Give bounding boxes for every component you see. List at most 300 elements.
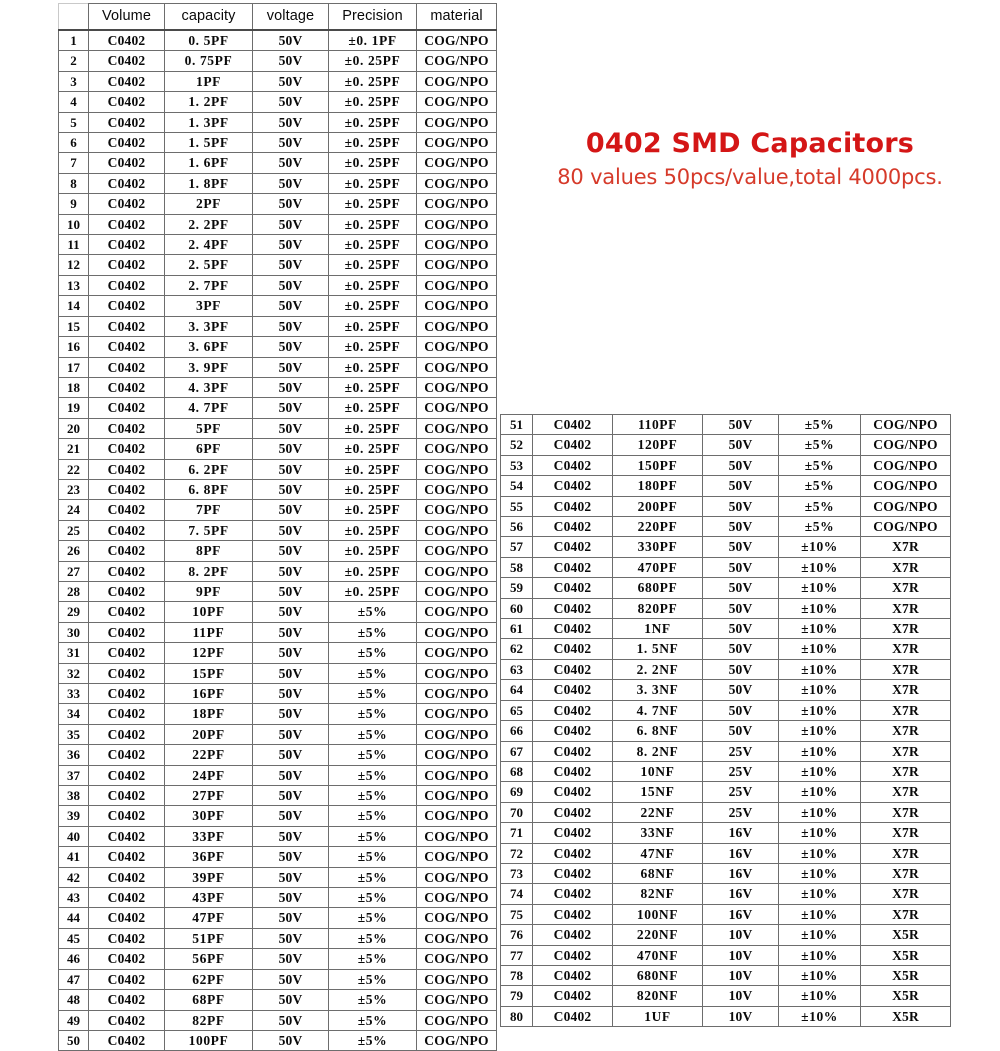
cell-index: 51: [501, 415, 533, 435]
table-row: [59, 826, 497, 846]
cell-capacity: 6. 8PF: [165, 479, 253, 499]
cell-voltage: 50V: [253, 561, 329, 581]
cell-volume: C0402: [89, 255, 165, 275]
cell-material: COG/NPO: [861, 496, 951, 516]
cell-index: 48: [59, 990, 89, 1010]
cell-volume: C0402: [533, 884, 613, 904]
cell-volume: C0402: [533, 863, 613, 883]
table-row: [59, 92, 497, 112]
table-row: [501, 578, 951, 598]
cell-material: COG/NPO: [417, 745, 497, 765]
cell-precision: ±0. 25PF: [329, 398, 417, 418]
column-header-volume: Volume: [89, 4, 165, 31]
cell-precision: ±5%: [779, 496, 861, 516]
cell-voltage: 50V: [253, 459, 329, 479]
cell-precision: ±0. 25PF: [329, 357, 417, 377]
cell-capacity: 4. 3PF: [165, 377, 253, 397]
table-row: [59, 337, 497, 357]
table-left-body: [59, 30, 497, 1051]
table-row: [501, 986, 951, 1006]
cell-index: 34: [59, 704, 89, 724]
cell-volume: C0402: [533, 659, 613, 679]
cell-volume: C0402: [533, 761, 613, 781]
cell-material: COG/NPO: [861, 455, 951, 475]
cell-voltage: 50V: [253, 541, 329, 561]
cell-capacity: 68NF: [613, 863, 703, 883]
cell-material: COG/NPO: [417, 337, 497, 357]
cell-voltage: 50V: [703, 476, 779, 496]
table-row: [59, 153, 497, 173]
cell-precision: ±10%: [779, 557, 861, 577]
cell-precision: ±0. 25PF: [329, 51, 417, 71]
cell-capacity: 1. 6PF: [165, 153, 253, 173]
cell-material: COG/NPO: [417, 112, 497, 132]
cell-capacity: 27PF: [165, 786, 253, 806]
cell-capacity: 7. 5PF: [165, 520, 253, 540]
cell-voltage: 50V: [253, 51, 329, 71]
cell-capacity: 1. 8PF: [165, 173, 253, 193]
cell-precision: ±10%: [779, 823, 861, 843]
cell-precision: ±10%: [779, 945, 861, 965]
cell-index: 28: [59, 581, 89, 601]
cell-precision: ±5%: [329, 847, 417, 867]
cell-precision: ±10%: [779, 639, 861, 659]
cell-precision: ±0. 25PF: [329, 459, 417, 479]
cell-volume: C0402: [533, 782, 613, 802]
cell-index: 62: [501, 639, 533, 659]
cell-precision: ±10%: [779, 680, 861, 700]
cell-volume: C0402: [89, 765, 165, 785]
cell-material: X7R: [861, 823, 951, 843]
table-row: [59, 275, 497, 295]
cell-index: 54: [501, 476, 533, 496]
cell-voltage: 50V: [253, 1030, 329, 1050]
cell-index: 22: [59, 459, 89, 479]
cell-voltage: 50V: [253, 439, 329, 459]
cell-precision: ±0. 25PF: [329, 112, 417, 132]
cell-volume: C0402: [533, 1006, 613, 1026]
cell-material: X5R: [861, 925, 951, 945]
cell-index: 16: [59, 337, 89, 357]
cell-index: 45: [59, 928, 89, 948]
cell-voltage: 25V: [703, 782, 779, 802]
cell-precision: ±10%: [779, 598, 861, 618]
table-row: [59, 520, 497, 540]
cell-material: X5R: [861, 986, 951, 1006]
cell-material: COG/NPO: [417, 561, 497, 581]
cell-index: 80: [501, 1006, 533, 1026]
cell-volume: C0402: [533, 619, 613, 639]
cell-material: COG/NPO: [417, 133, 497, 153]
table-row: [59, 30, 497, 51]
cell-index: 17: [59, 357, 89, 377]
cell-precision: ±5%: [329, 1030, 417, 1050]
cell-capacity: 1. 2PF: [165, 92, 253, 112]
cell-volume: C0402: [89, 439, 165, 459]
table-row: [59, 235, 497, 255]
cell-capacity: 82PF: [165, 1010, 253, 1030]
cell-material: X7R: [861, 619, 951, 639]
cell-index: 55: [501, 496, 533, 516]
table-row: [501, 496, 951, 516]
cell-capacity: 820PF: [613, 598, 703, 618]
cell-capacity: 24PF: [165, 765, 253, 785]
cell-voltage: 50V: [253, 479, 329, 499]
cell-capacity: 6. 8NF: [613, 721, 703, 741]
table-row: [59, 398, 497, 418]
cell-precision: ±10%: [779, 843, 861, 863]
cell-volume: C0402: [533, 578, 613, 598]
table-row: [59, 806, 497, 826]
cell-voltage: 50V: [253, 112, 329, 132]
cell-volume: C0402: [89, 92, 165, 112]
cell-index: 39: [59, 806, 89, 826]
cell-voltage: 50V: [253, 316, 329, 336]
cell-voltage: 50V: [703, 721, 779, 741]
cell-voltage: 50V: [253, 71, 329, 91]
cell-volume: C0402: [89, 684, 165, 704]
cell-volume: C0402: [89, 724, 165, 744]
cell-voltage: 50V: [253, 153, 329, 173]
cell-index: 9: [59, 194, 89, 214]
cell-precision: ±10%: [779, 578, 861, 598]
cell-index: 53: [501, 455, 533, 475]
cell-voltage: 50V: [253, 765, 329, 785]
cell-voltage: 50V: [253, 786, 329, 806]
cell-material: COG/NPO: [417, 71, 497, 91]
table-row: [501, 639, 951, 659]
cell-material: COG/NPO: [417, 194, 497, 214]
cell-volume: C0402: [89, 112, 165, 132]
cell-precision: ±5%: [329, 908, 417, 928]
cell-precision: ±5%: [329, 888, 417, 908]
cell-precision: ±10%: [779, 1006, 861, 1026]
cell-material: COG/NPO: [417, 949, 497, 969]
cell-material: COG/NPO: [417, 602, 497, 622]
cell-voltage: 50V: [703, 537, 779, 557]
cell-volume: C0402: [89, 173, 165, 193]
table-row: [501, 619, 951, 639]
cell-material: X5R: [861, 965, 951, 985]
table-row: [59, 949, 497, 969]
cell-precision: ±0. 25PF: [329, 418, 417, 438]
cell-voltage: 50V: [253, 235, 329, 255]
table-row: [501, 884, 951, 904]
table-row: [59, 439, 497, 459]
cell-voltage: 50V: [703, 598, 779, 618]
cell-index: 10: [59, 214, 89, 234]
cell-material: COG/NPO: [417, 357, 497, 377]
cell-volume: C0402: [533, 823, 613, 843]
cell-precision: ±0. 25PF: [329, 316, 417, 336]
cell-precision: ±0. 25PF: [329, 541, 417, 561]
cell-precision: ±5%: [329, 724, 417, 744]
cell-voltage: 50V: [253, 500, 329, 520]
column-header-index: [59, 4, 89, 31]
cell-volume: C0402: [89, 194, 165, 214]
cell-volume: C0402: [533, 680, 613, 700]
cell-voltage: 50V: [253, 357, 329, 377]
cell-precision: ±10%: [779, 537, 861, 557]
column-header-capacity: capacity: [165, 4, 253, 31]
cell-volume: C0402: [89, 908, 165, 928]
cell-voltage: 50V: [253, 173, 329, 193]
table-row: [501, 455, 951, 475]
table-row: [501, 476, 951, 496]
table-row: [59, 133, 497, 153]
cell-capacity: 470NF: [613, 945, 703, 965]
cell-material: COG/NPO: [417, 765, 497, 785]
cell-capacity: 51PF: [165, 928, 253, 948]
cell-index: 1: [59, 30, 89, 51]
cell-material: X7R: [861, 700, 951, 720]
cell-volume: C0402: [89, 51, 165, 71]
page-subtitle: 80 values 50pcs/value,total 4000pcs.: [557, 165, 943, 189]
cell-voltage: 25V: [703, 802, 779, 822]
cell-index: 3: [59, 71, 89, 91]
table-row: [59, 908, 497, 928]
cell-index: 27: [59, 561, 89, 581]
cell-index: 25: [59, 520, 89, 540]
cell-voltage: 50V: [253, 92, 329, 112]
cell-precision: ±0. 25PF: [329, 561, 417, 581]
cell-capacity: 8PF: [165, 541, 253, 561]
cell-precision: ±0. 25PF: [329, 275, 417, 295]
cell-index: 44: [59, 908, 89, 928]
cell-material: COG/NPO: [417, 214, 497, 234]
table-row: [59, 500, 497, 520]
cell-voltage: 50V: [253, 275, 329, 295]
cell-material: COG/NPO: [417, 377, 497, 397]
cell-capacity: 36PF: [165, 847, 253, 867]
cell-capacity: 47PF: [165, 908, 253, 928]
cell-material: COG/NPO: [417, 888, 497, 908]
table-row: [59, 316, 497, 336]
cell-volume: C0402: [89, 235, 165, 255]
cell-capacity: 22PF: [165, 745, 253, 765]
table-row: [501, 945, 951, 965]
cell-index: 64: [501, 680, 533, 700]
cell-precision: ±5%: [779, 435, 861, 455]
cell-volume: C0402: [89, 479, 165, 499]
cell-index: 8: [59, 173, 89, 193]
cell-capacity: 18PF: [165, 704, 253, 724]
cell-volume: C0402: [533, 945, 613, 965]
cell-precision: ±10%: [779, 741, 861, 761]
cell-precision: ±5%: [329, 663, 417, 683]
cell-index: 63: [501, 659, 533, 679]
cell-material: X7R: [861, 721, 951, 741]
cell-volume: C0402: [89, 745, 165, 765]
cell-material: X7R: [861, 741, 951, 761]
cell-precision: ±0. 25PF: [329, 235, 417, 255]
cell-precision: ±5%: [329, 806, 417, 826]
cell-volume: C0402: [533, 802, 613, 822]
cell-material: X5R: [861, 1006, 951, 1026]
cell-material: COG/NPO: [417, 806, 497, 826]
cell-precision: ±10%: [779, 863, 861, 883]
cell-precision: ±0. 25PF: [329, 337, 417, 357]
cell-capacity: 8. 2NF: [613, 741, 703, 761]
cell-capacity: 9PF: [165, 581, 253, 601]
table-right-body: [501, 415, 951, 1027]
page-title: 0402 SMD Capacitors: [585, 128, 915, 159]
cell-volume: C0402: [89, 969, 165, 989]
cell-index: 12: [59, 255, 89, 275]
cell-volume: C0402: [89, 459, 165, 479]
cell-capacity: 330PF: [613, 537, 703, 557]
cell-precision: ±0. 25PF: [329, 479, 417, 499]
cell-volume: C0402: [89, 990, 165, 1010]
cell-capacity: 1. 3PF: [165, 112, 253, 132]
cell-material: X5R: [861, 945, 951, 965]
cell-capacity: 3PF: [165, 296, 253, 316]
table-row: [501, 537, 951, 557]
cell-capacity: 47NF: [613, 843, 703, 863]
cell-index: 4: [59, 92, 89, 112]
cell-voltage: 16V: [703, 884, 779, 904]
table-row: [59, 663, 497, 683]
cell-voltage: 50V: [703, 496, 779, 516]
cell-voltage: 25V: [703, 761, 779, 781]
cell-capacity: 470PF: [613, 557, 703, 577]
cell-material: COG/NPO: [417, 51, 497, 71]
cell-volume: C0402: [533, 496, 613, 516]
column-header-voltage: voltage: [253, 4, 329, 31]
table-row: [59, 724, 497, 744]
cell-precision: ±0. 25PF: [329, 255, 417, 275]
cell-material: COG/NPO: [417, 30, 497, 51]
cell-capacity: 680NF: [613, 965, 703, 985]
cell-voltage: 50V: [253, 867, 329, 887]
cell-voltage: 50V: [253, 133, 329, 153]
cell-capacity: 43PF: [165, 888, 253, 908]
cell-volume: C0402: [533, 843, 613, 863]
cell-material: X7R: [861, 884, 951, 904]
cell-voltage: 50V: [253, 949, 329, 969]
cell-material: COG/NPO: [417, 479, 497, 499]
cell-volume: C0402: [89, 30, 165, 51]
cell-index: 41: [59, 847, 89, 867]
table-row: [59, 786, 497, 806]
cell-volume: C0402: [89, 541, 165, 561]
cell-precision: ±0. 25PF: [329, 173, 417, 193]
cell-material: COG/NPO: [417, 235, 497, 255]
cell-volume: C0402: [89, 928, 165, 948]
cell-capacity: 180PF: [613, 476, 703, 496]
cell-voltage: 50V: [703, 659, 779, 679]
table-row: [501, 802, 951, 822]
table-row: [501, 680, 951, 700]
cell-voltage: 50V: [253, 704, 329, 724]
cell-material: COG/NPO: [417, 786, 497, 806]
cell-precision: ±10%: [779, 761, 861, 781]
cell-volume: C0402: [89, 561, 165, 581]
table-header-row: [59, 4, 497, 31]
cell-volume: C0402: [89, 1030, 165, 1050]
cell-index: 11: [59, 235, 89, 255]
cell-capacity: 1NF: [613, 619, 703, 639]
cell-index: 57: [501, 537, 533, 557]
cell-voltage: 50V: [253, 1010, 329, 1030]
cell-index: 67: [501, 741, 533, 761]
cell-precision: ±0. 25PF: [329, 296, 417, 316]
cell-voltage: 10V: [703, 1006, 779, 1026]
cell-precision: ±5%: [329, 969, 417, 989]
cell-capacity: 6. 2PF: [165, 459, 253, 479]
cell-volume: C0402: [533, 557, 613, 577]
cell-voltage: 50V: [253, 581, 329, 601]
cell-capacity: 100PF: [165, 1030, 253, 1050]
cell-volume: C0402: [533, 435, 613, 455]
capacitor-spec-table-left: [58, 3, 497, 1051]
cell-volume: C0402: [89, 847, 165, 867]
cell-volume: C0402: [533, 741, 613, 761]
cell-precision: ±10%: [779, 721, 861, 741]
cell-volume: C0402: [89, 214, 165, 234]
cell-index: 23: [59, 479, 89, 499]
cell-capacity: 680PF: [613, 578, 703, 598]
cell-index: 59: [501, 578, 533, 598]
cell-material: COG/NPO: [861, 476, 951, 496]
cell-capacity: 3. 6PF: [165, 337, 253, 357]
capacitor-spec-table-right: [500, 414, 951, 1027]
table-row: [501, 598, 951, 618]
table-row: [501, 435, 951, 455]
table-row: [59, 602, 497, 622]
cell-capacity: 15NF: [613, 782, 703, 802]
cell-index: 31: [59, 643, 89, 663]
cell-capacity: 100NF: [613, 904, 703, 924]
cell-voltage: 10V: [703, 986, 779, 1006]
cell-precision: ±5%: [779, 517, 861, 537]
table-row: [59, 888, 497, 908]
table-left-header: [59, 4, 497, 31]
table-row: [501, 1006, 951, 1026]
cell-material: COG/NPO: [417, 398, 497, 418]
table-row: [59, 357, 497, 377]
table-row: [59, 1010, 497, 1030]
cell-volume: C0402: [89, 704, 165, 724]
cell-volume: C0402: [533, 639, 613, 659]
cell-index: 7: [59, 153, 89, 173]
cell-volume: C0402: [89, 622, 165, 642]
cell-precision: ±10%: [779, 925, 861, 945]
cell-index: 58: [501, 557, 533, 577]
cell-capacity: 7PF: [165, 500, 253, 520]
cell-volume: C0402: [533, 415, 613, 435]
cell-index: 68: [501, 761, 533, 781]
cell-volume: C0402: [89, 316, 165, 336]
cell-index: 13: [59, 275, 89, 295]
cell-index: 35: [59, 724, 89, 744]
cell-capacity: 1. 5PF: [165, 133, 253, 153]
cell-capacity: 10NF: [613, 761, 703, 781]
cell-capacity: 2. 5PF: [165, 255, 253, 275]
cell-voltage: 50V: [253, 663, 329, 683]
cell-voltage: 16V: [703, 863, 779, 883]
cell-precision: ±0. 25PF: [329, 581, 417, 601]
cell-index: 37: [59, 765, 89, 785]
table-row: [501, 415, 951, 435]
cell-material: COG/NPO: [417, 724, 497, 744]
cell-volume: C0402: [533, 904, 613, 924]
cell-index: 76: [501, 925, 533, 945]
cell-voltage: 50V: [703, 680, 779, 700]
cell-capacity: 33PF: [165, 826, 253, 846]
cell-volume: C0402: [89, 133, 165, 153]
cell-precision: ±5%: [779, 455, 861, 475]
